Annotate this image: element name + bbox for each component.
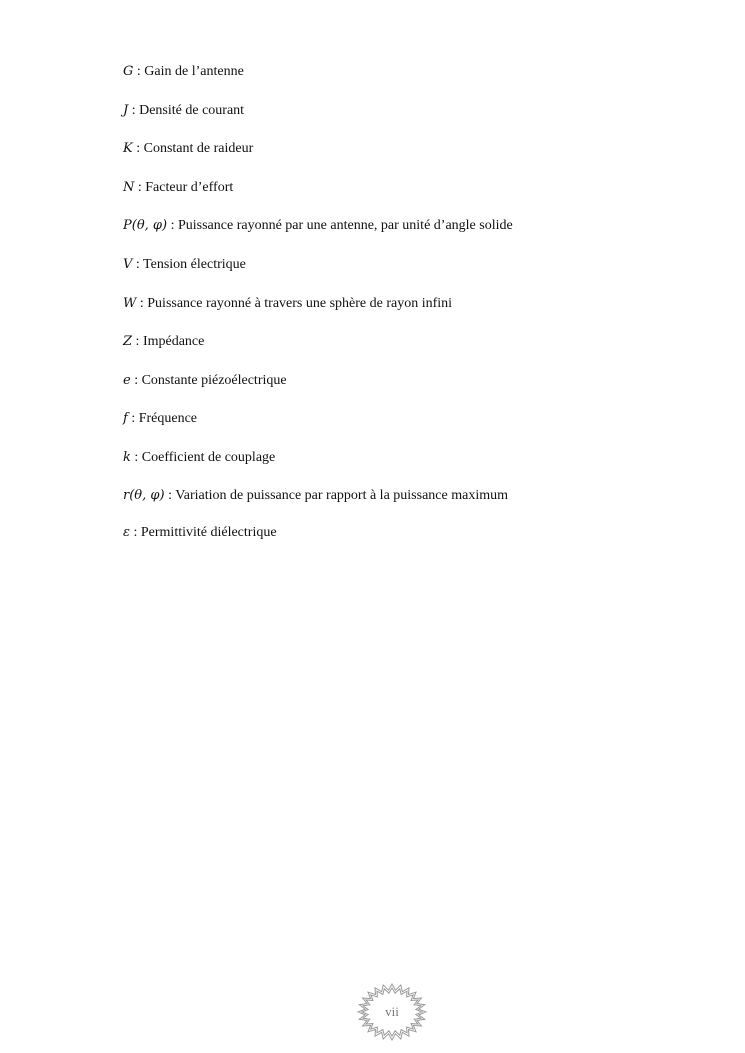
- symbol-entry-k: [123, 448, 275, 468]
- symbol-description: Densité de courant: [139, 103, 245, 118]
- symbol-description: Coefficient de couplage: [141, 450, 276, 465]
- symbol-separator: :: [133, 64, 145, 79]
- symbol-separator: :: [130, 450, 142, 465]
- symbol-name: f: [123, 411, 128, 426]
- symbol-name: ε: [123, 525, 130, 540]
- symbol-separator: :: [132, 334, 143, 349]
- symbol-name: Z: [123, 334, 133, 349]
- symbol-name: N: [123, 180, 135, 195]
- symbol-name: W: [123, 296, 137, 311]
- symbol-name: J: [123, 103, 129, 118]
- symbol-description: Variation de puissance par rapport à la puissance maximum: [175, 488, 508, 503]
- symbol-entry-G: [123, 62, 244, 82]
- symbol-entry-P: [123, 216, 513, 236]
- page-number-seal: [356, 982, 428, 1042]
- symbol-entry-r: [123, 486, 508, 506]
- symbol-separator: :: [127, 411, 139, 426]
- symbol-name: V: [123, 257, 133, 272]
- symbol-separator: :: [167, 218, 178, 233]
- symbol-description: Puissance rayonné à travers une sphère de rayon infini: [147, 296, 453, 311]
- symbol-entry-W: [123, 294, 452, 314]
- symbol-entry-V: [123, 255, 246, 275]
- symbol-name: P(θ, φ): [123, 218, 168, 233]
- symbol-separator: :: [129, 525, 141, 540]
- symbol-separator: :: [132, 257, 144, 272]
- symbol-name: r(θ, φ): [123, 488, 165, 503]
- page-number: vii: [385, 1004, 399, 1019]
- symbol-name: K: [123, 141, 133, 156]
- symbol-entry-N: [123, 178, 233, 198]
- symbol-description: Tension électrique: [143, 257, 246, 272]
- symbol-description: Gain de l’antenne: [144, 64, 244, 79]
- symbol-description: Impédance: [142, 334, 205, 349]
- symbol-description: Facteur d’effort: [145, 180, 234, 195]
- symbol-separator: :: [164, 488, 176, 503]
- symbol-description: Constante piézoélectrique: [141, 373, 287, 388]
- symbol-separator: :: [128, 103, 140, 118]
- symbol-description: Constant de raideur: [143, 141, 254, 156]
- symbol-separator: :: [136, 296, 148, 311]
- symbol-name: G: [123, 64, 134, 79]
- symbol-name: e: [123, 373, 131, 388]
- symbol-entry-Z: [123, 332, 204, 352]
- symbol-description: Puissance rayonné par une antenne, par unité d’angle solide: [177, 218, 513, 233]
- symbol-name: k: [123, 450, 131, 465]
- symbol-separator: :: [132, 141, 144, 156]
- symbol-description: Permittivité diélectrique: [140, 525, 277, 540]
- symbol-entry-epsilon: [123, 523, 277, 543]
- symbol-description: Fréquence: [138, 411, 198, 426]
- symbol-separator: :: [134, 180, 146, 195]
- symbol-entry-f: [123, 409, 197, 429]
- symbol-entry-J: [123, 101, 244, 121]
- symbol-entry-e: [123, 371, 287, 391]
- symbol-entry-K: [123, 139, 253, 159]
- symbol-separator: :: [130, 373, 142, 388]
